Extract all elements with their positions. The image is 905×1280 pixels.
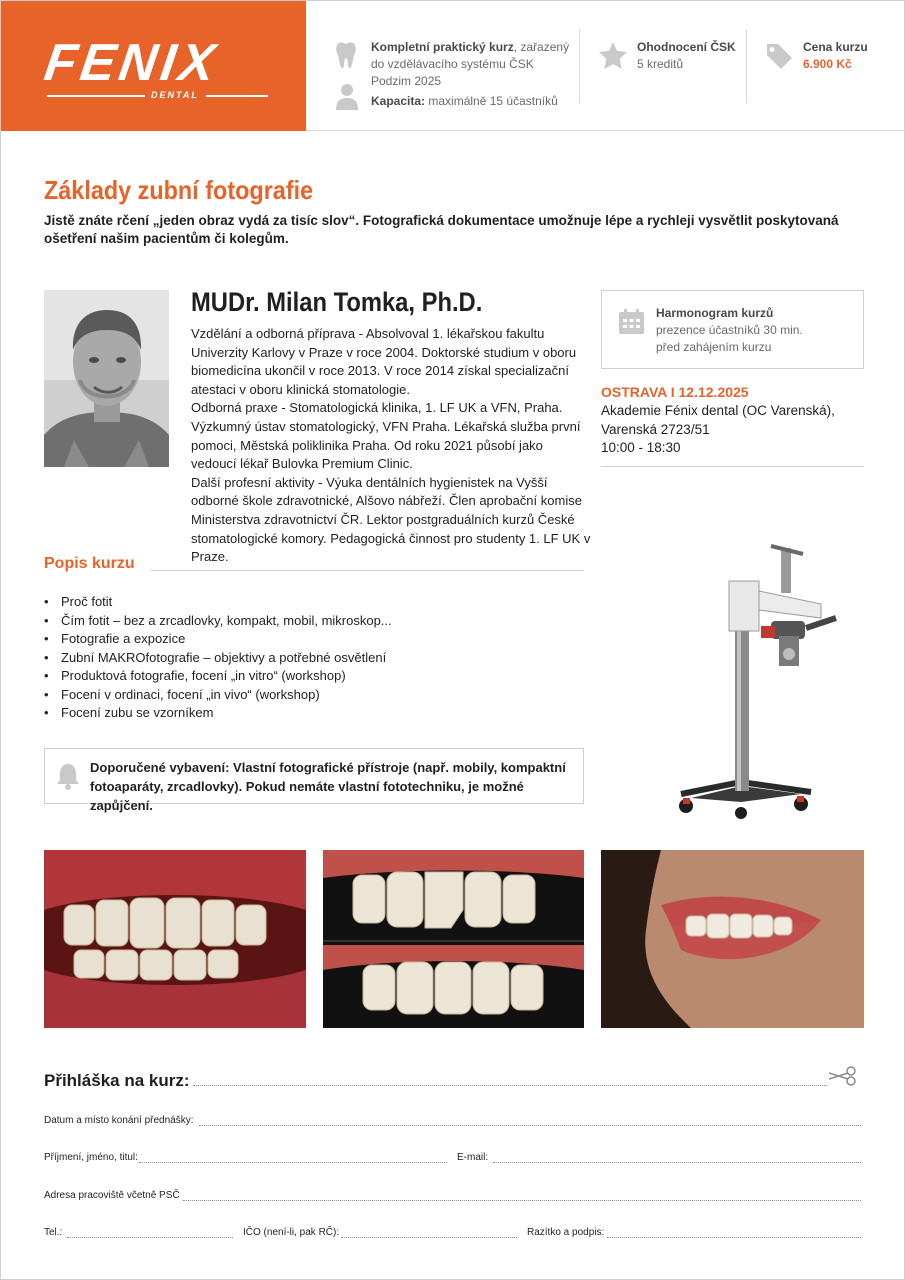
name-label: Příjmení, jméno, titul: bbox=[44, 1152, 138, 1163]
lecturer-bio bbox=[191, 325, 591, 567]
ico-label: IČO (není-li, pak RČ): bbox=[243, 1227, 340, 1238]
venue bbox=[601, 402, 835, 458]
signature-label: Razítko a podpis: bbox=[527, 1227, 605, 1238]
list-item: • Fotografie a expozice bbox=[44, 630, 584, 649]
lecturer-photo bbox=[44, 290, 169, 467]
list-item: • Zubní MAKROfotografie – objektivy a potřebné osvětlení bbox=[44, 649, 584, 668]
address-field[interactable] bbox=[183, 1200, 861, 1201]
price-value: 6.900 Kč bbox=[803, 57, 852, 71]
price-label: Cena kurzu bbox=[803, 40, 868, 54]
schedule-box bbox=[601, 290, 864, 369]
star-icon bbox=[599, 42, 627, 69]
logo-line-right bbox=[206, 95, 268, 97]
venue-time: 10:00 - 18:30 bbox=[601, 440, 681, 456]
tooth-icon bbox=[335, 41, 357, 69]
header bbox=[1, 1, 905, 131]
list-item: • Focení v ordinaci, focení „in vivo“ (workshop) bbox=[44, 686, 584, 705]
lecturer-name: MUDr. Milan Tomka, Ph.D. bbox=[191, 287, 483, 317]
schedule-title: Harmonogram kurzů bbox=[656, 306, 774, 320]
list-item: • Produktová fotografie, focení „in vitro“ (workshop) bbox=[44, 667, 584, 686]
course-line3: Podzim 2025 bbox=[371, 74, 442, 88]
list-item: • Focení zubu se vzorníkem bbox=[44, 704, 584, 723]
dental-photo-2 bbox=[323, 850, 584, 1028]
bio-activities: Další profesní aktivity - Výuka dentálních hygienistek na Vyšší odborné škole zdravotnické, Alšovo nábřeží. Člen aprobační komise Ministerstva zdravotnictví ČR. Lektor postgraduálních kurzů České stomatologické komory. Pedagogická činnost pro studenty 1. LF UK v Praze. bbox=[191, 474, 591, 565]
email-field[interactable] bbox=[493, 1162, 861, 1163]
equipment-text: Doporučené vybavení: Vlastní fotografické přístroje (např. mobily, kompaktní fotoaparáty, zrcadlovky). Pokud nemáte vlastní fototechniku, je možné zapůjčení. bbox=[90, 760, 566, 813]
form-title: Přihláška na kurz: bbox=[44, 1071, 190, 1090]
phone-label: Tel.: bbox=[44, 1227, 63, 1238]
venue-divider bbox=[601, 466, 864, 467]
rating-label: Ohodnocení ČSK bbox=[637, 40, 736, 54]
calendar-icon bbox=[619, 309, 644, 334]
capacity-value: maximálně 15 účastníků bbox=[425, 94, 558, 108]
list-item: • Proč fotit bbox=[44, 593, 584, 612]
course-section-title: Popis kurzu bbox=[44, 555, 135, 572]
microscope-image bbox=[621, 536, 864, 836]
rating-value: 5 kreditů bbox=[637, 57, 684, 71]
bio-education: Vzdělání a odborná příprava - Absolvoval 1. lékařskou fakultu Univerzity Karlovy v Praze v roce 2004. Doktorské studium v oboru biomedicína ukončil v roce 2013. V roce 2014 získal specializační atestaci v oboru klinická stomatologie. bbox=[191, 326, 577, 397]
venue-line1: Akademie Fénix dental (OC Varenská), bbox=[601, 403, 835, 418]
schedule-line2: před zahájením kurzu bbox=[656, 340, 772, 354]
phone-field[interactable] bbox=[67, 1237, 233, 1238]
logo-line-left bbox=[47, 95, 145, 97]
date-place-label: Datum a místo konání přednášky: bbox=[44, 1115, 194, 1126]
bio-practice: Odborná praxe - Stomatologická klinika, 1. LF UK a VFN, Praha. Výzkumný ústav stomatologický, VFN Praha. Lékařská služba první pomoci, Městská poliklinika Praha. Od roku 2021 působí jako vedoucí lékař Bulovka Premium Clinic. bbox=[191, 400, 581, 472]
city-date: OSTRAVA I 12.12.2025 bbox=[601, 384, 749, 400]
price-info bbox=[803, 39, 903, 73]
ico-field[interactable] bbox=[341, 1237, 517, 1238]
rating-info bbox=[637, 39, 747, 73]
intro-text: Jistě znáte rčení „jeden obraz vydá za tisíc slov“. Fotografická dokumentace umožnuje lépe a rychleji vysvětlit poskytovaná ošetření našim pacientům či kolegům. bbox=[44, 213, 839, 246]
bell-icon bbox=[56, 762, 80, 790]
person-icon bbox=[336, 84, 358, 110]
header-divider bbox=[579, 29, 580, 103]
scissors-icon bbox=[829, 1064, 859, 1088]
header-divider-2 bbox=[746, 29, 747, 103]
logo-text: FENIX bbox=[40, 34, 223, 92]
logo-sub: DENTAL bbox=[151, 90, 199, 100]
dental-photo-1 bbox=[44, 850, 306, 1028]
signature-field[interactable] bbox=[607, 1237, 861, 1238]
email-label: E-mail: bbox=[457, 1152, 489, 1163]
logo bbox=[1, 1, 306, 131]
page-title: Základy zubní fotografie bbox=[44, 175, 314, 205]
capacity-label: Kapacita: bbox=[371, 94, 426, 108]
course-info bbox=[371, 39, 571, 110]
course-type-rest: , zařazený bbox=[513, 40, 570, 54]
date-place-field[interactable] bbox=[199, 1125, 861, 1126]
course-line2: do vzdělávacího systému ČSK bbox=[371, 57, 534, 71]
list-item: • Čím fotit – bez a zrcadlovky, kompakt, mobil, mikroskop... bbox=[44, 612, 584, 631]
course-type-bold: Kompletní praktický kurz bbox=[371, 40, 514, 54]
price-tag-icon bbox=[765, 42, 793, 70]
form-title-line[interactable] bbox=[193, 1085, 827, 1086]
address-label: Adresa pracoviště včetně PSČ bbox=[44, 1190, 180, 1201]
dental-photo-3 bbox=[601, 850, 864, 1028]
venue-line2: Varenská 2723/51 bbox=[601, 421, 710, 437]
schedule-line1: prezence účastníků 30 min. bbox=[656, 323, 803, 337]
name-field[interactable] bbox=[139, 1162, 447, 1163]
equipment-box bbox=[44, 748, 584, 813]
schedule-text bbox=[656, 305, 803, 356]
course-list bbox=[44, 593, 584, 723]
course-section-line bbox=[151, 570, 584, 571]
